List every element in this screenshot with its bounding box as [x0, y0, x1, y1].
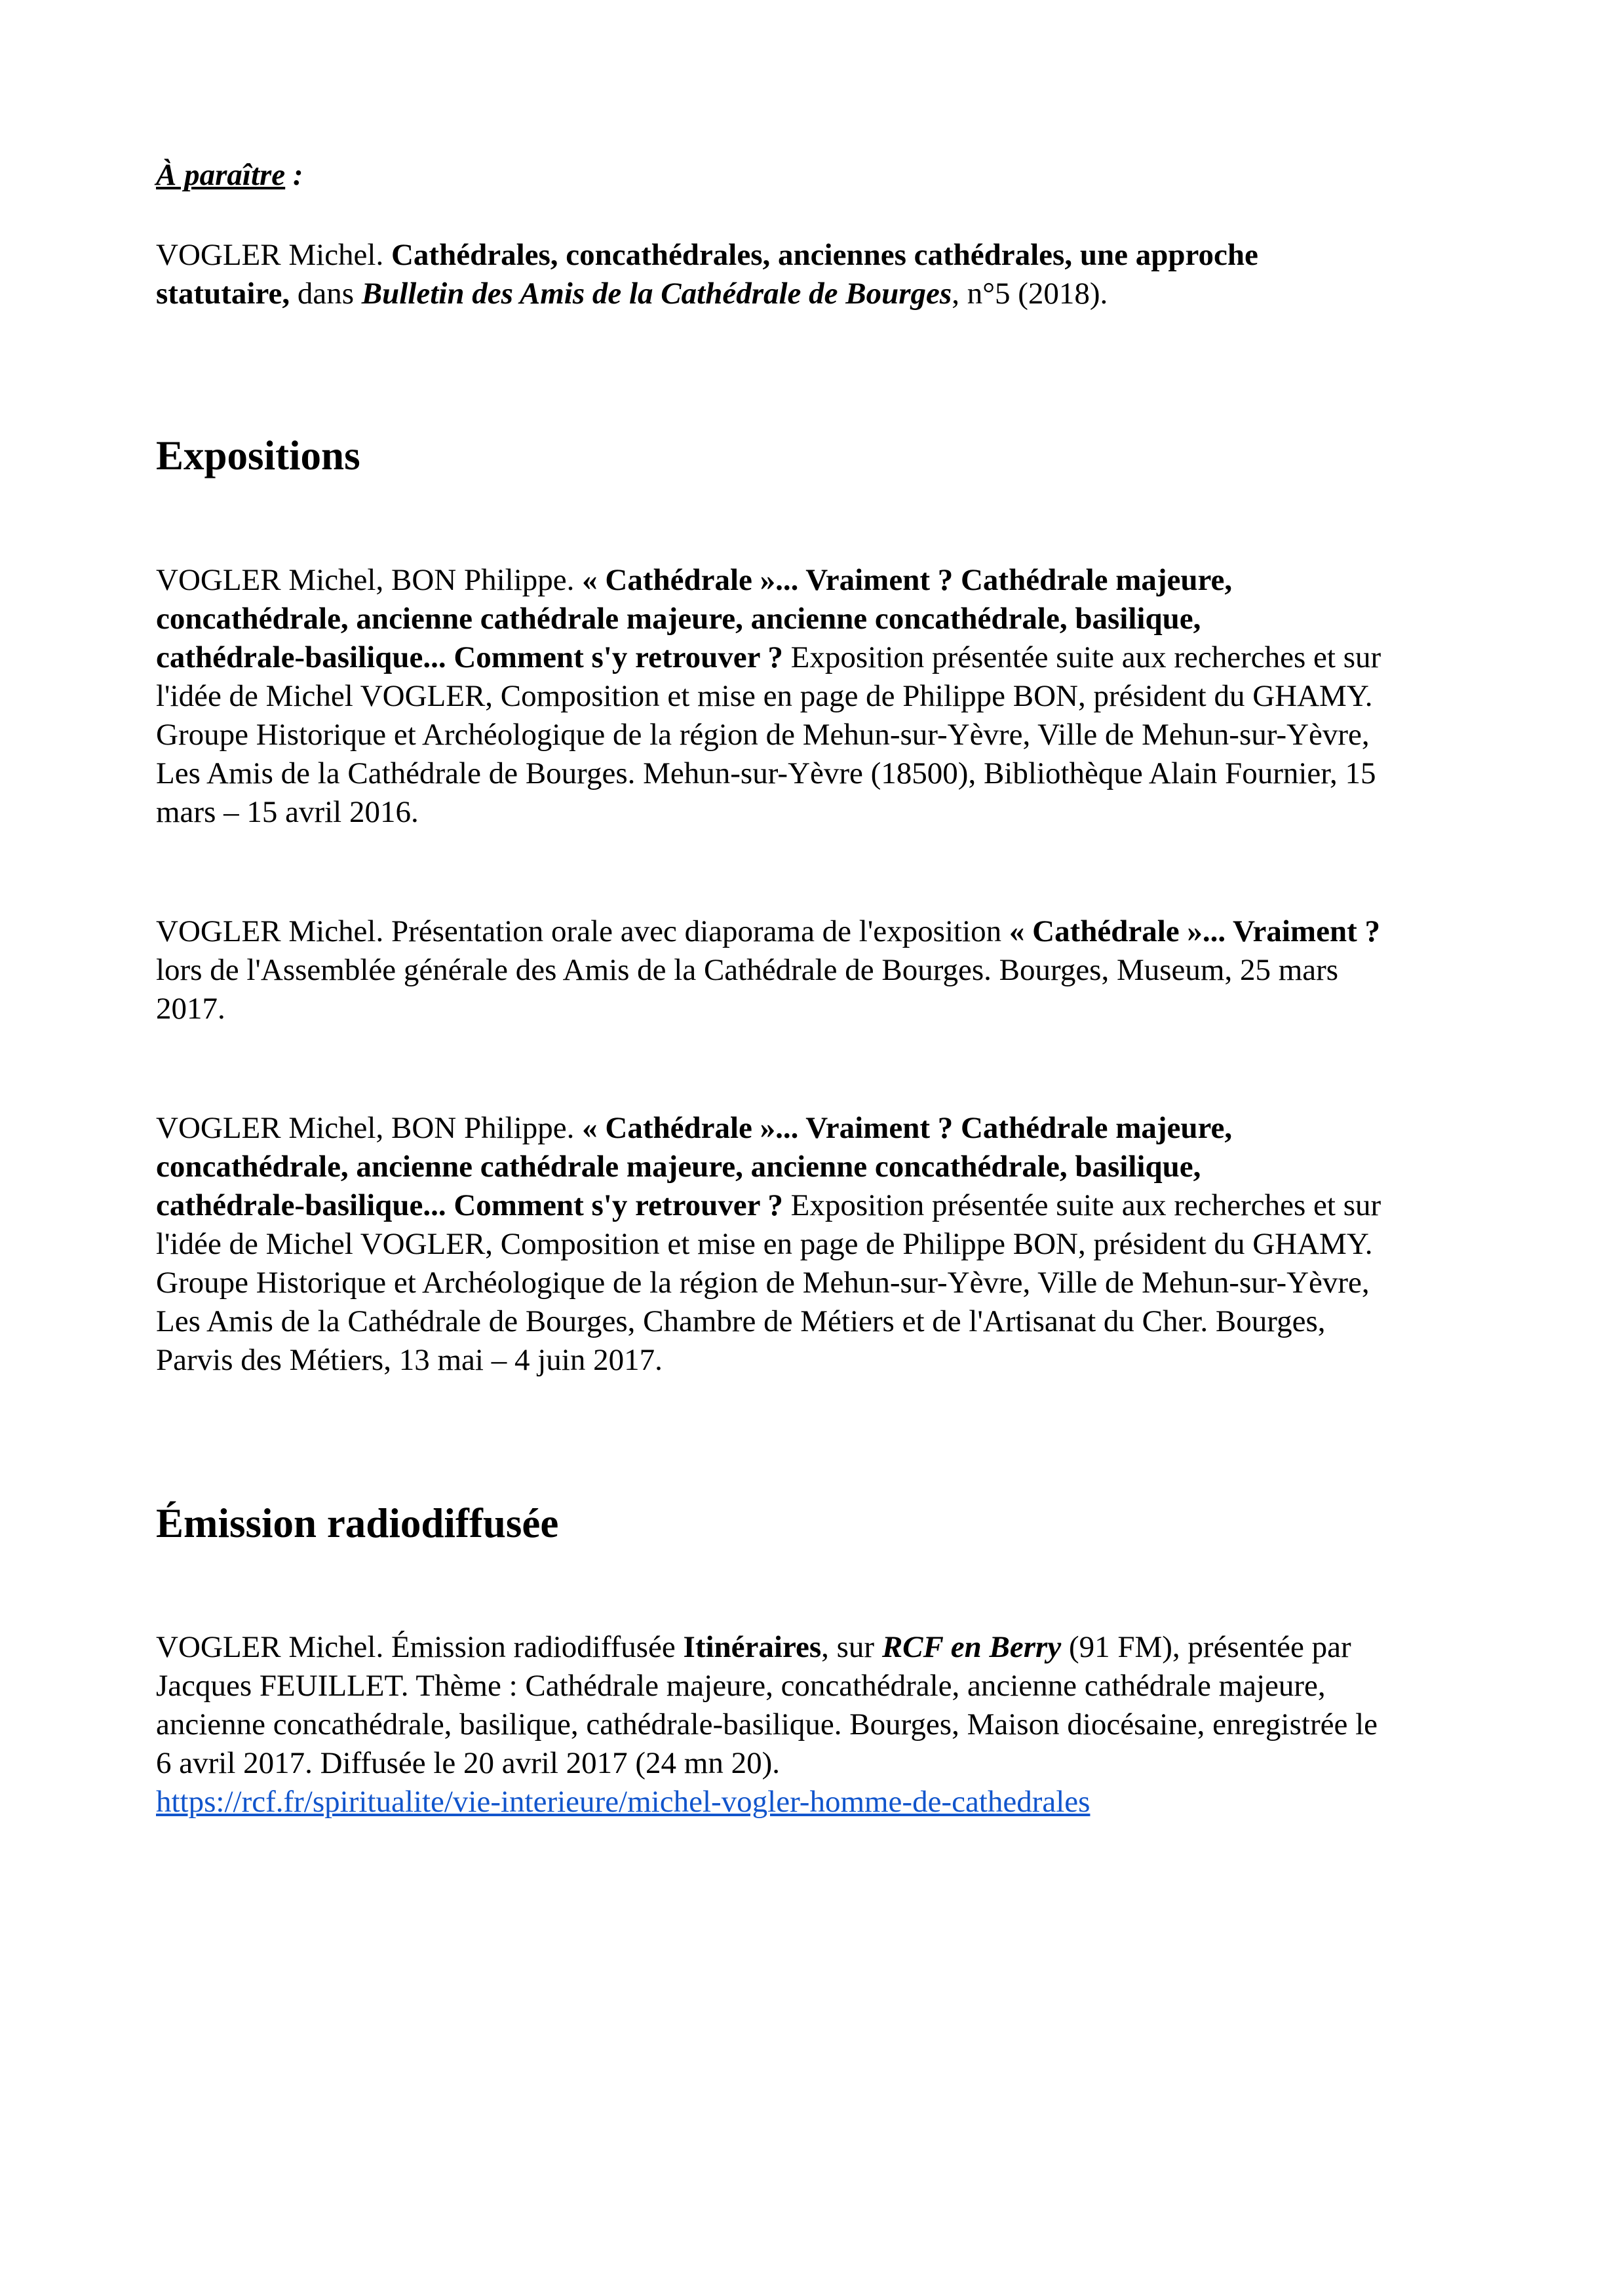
- entry-line: Jacques FEUILLET. Thème : Cathédrale majeure, concathédrale, ancienne cathédrale majeure,: [156, 1669, 1326, 1703]
- exposition-entry-1: [156, 561, 1493, 832]
- entry-line: cathédrale-basilique... Comment s'y retrouver ? Exposition présentée suite aux recherches et sur: [156, 640, 1381, 674]
- entry-line: VOGLER Michel, BON Philippe. « Cathédrale »... Vraiment ? Cathédrale majeure,: [156, 563, 1233, 597]
- entry-line: l'idée de Michel VOGLER, Composition et mise en page de Philippe BON, président du GHAMY.: [156, 679, 1373, 713]
- entry-line: Parvis des Métiers, 13 mai – 4 juin 2017.: [156, 1343, 663, 1377]
- entry-line: [156, 1783, 1493, 1821]
- entry-line: lors de l'Assemblée générale des Amis de la Cathédrale de Bourges. Bourges, Museum, 25 mars: [156, 953, 1339, 987]
- entry-line: VOGLER Michel, BON Philippe. « Cathédrale »... Vraiment ? Cathédrale majeure,: [156, 1111, 1233, 1145]
- exposition-entry-2: [156, 912, 1493, 1028]
- entry-line: Les Amis de la Cathédrale de Bourges. Mehun-sur-Yèvre (18500), Bibliothèque Alain Fournier, 15: [156, 756, 1376, 790]
- entry-line: mars – 15 avril 2016.: [156, 795, 419, 829]
- entry-line: Groupe Historique et Archéologique de la région de Mehun-sur-Yèvre, Ville de Mehun-sur-Yèvre,: [156, 718, 1370, 752]
- entry-line: concathédrale, ancienne cathédrale majeure, ancienne concathédrale, basilique,: [156, 1150, 1201, 1184]
- entry-line: 2017.: [156, 992, 225, 1026]
- section-heading-emission: Émission radiodiffusée: [156, 1500, 559, 1546]
- entry-line: Les Amis de la Cathédrale de Bourges, Chambre de Métiers et de l'Artisanat du Cher. Bourges,: [156, 1304, 1326, 1338]
- entry-line: ancienne concathédrale, basilique, cathédrale-basilique. Bourges, Maison diocésaine, enregistrée le: [156, 1707, 1378, 1741]
- entry-line: 6 avril 2017. Diffusée le 20 avril 2017 (24 mn 20).: [156, 1746, 781, 1780]
- a-paraitre-label: À paraître :: [156, 158, 303, 192]
- entry-line: statutaire, dans Bulletin des Amis de la Cathédrale de Bourges, n°5 (2018).: [156, 277, 1108, 311]
- entry-line: VOGLER Michel. Cathédrales, concathédrales, anciennes cathédrales, une approche: [156, 238, 1258, 272]
- exposition-entry-3: [156, 1109, 1493, 1380]
- entry-line: VOGLER Michel. Émission radiodiffusée Itinéraires, sur RCF en Berry (91 FM), présentée par: [156, 1630, 1351, 1664]
- entry-line: concathédrale, ancienne cathédrale majeure, ancienne concathédrale, basilique,: [156, 602, 1201, 636]
- entry-line: l'idée de Michel VOGLER, Composition et mise en page de Philippe BON, président du GHAMY.: [156, 1227, 1373, 1261]
- section-heading-expositions: Expositions: [156, 433, 360, 478]
- entry-line: cathédrale-basilique... Comment s'y retrouver ? Exposition présentée suite aux recherches et sur: [156, 1188, 1381, 1222]
- rcf-link[interactable]: https://rcf.fr/spiritualite/vie-interieure/michel-vogler-homme-de-cathedrales: [156, 1785, 1091, 1819]
- entry-line: VOGLER Michel. Présentation orale avec diaporama de l'exposition « Cathédrale »... Vraiment ?: [156, 914, 1380, 948]
- emission-entry: [156, 1628, 1493, 1821]
- a-paraitre-entry: [156, 236, 1493, 313]
- entry-line: Groupe Historique et Archéologique de la région de Mehun-sur-Yèvre, Ville de Mehun-sur-Yèvre,: [156, 1266, 1370, 1300]
